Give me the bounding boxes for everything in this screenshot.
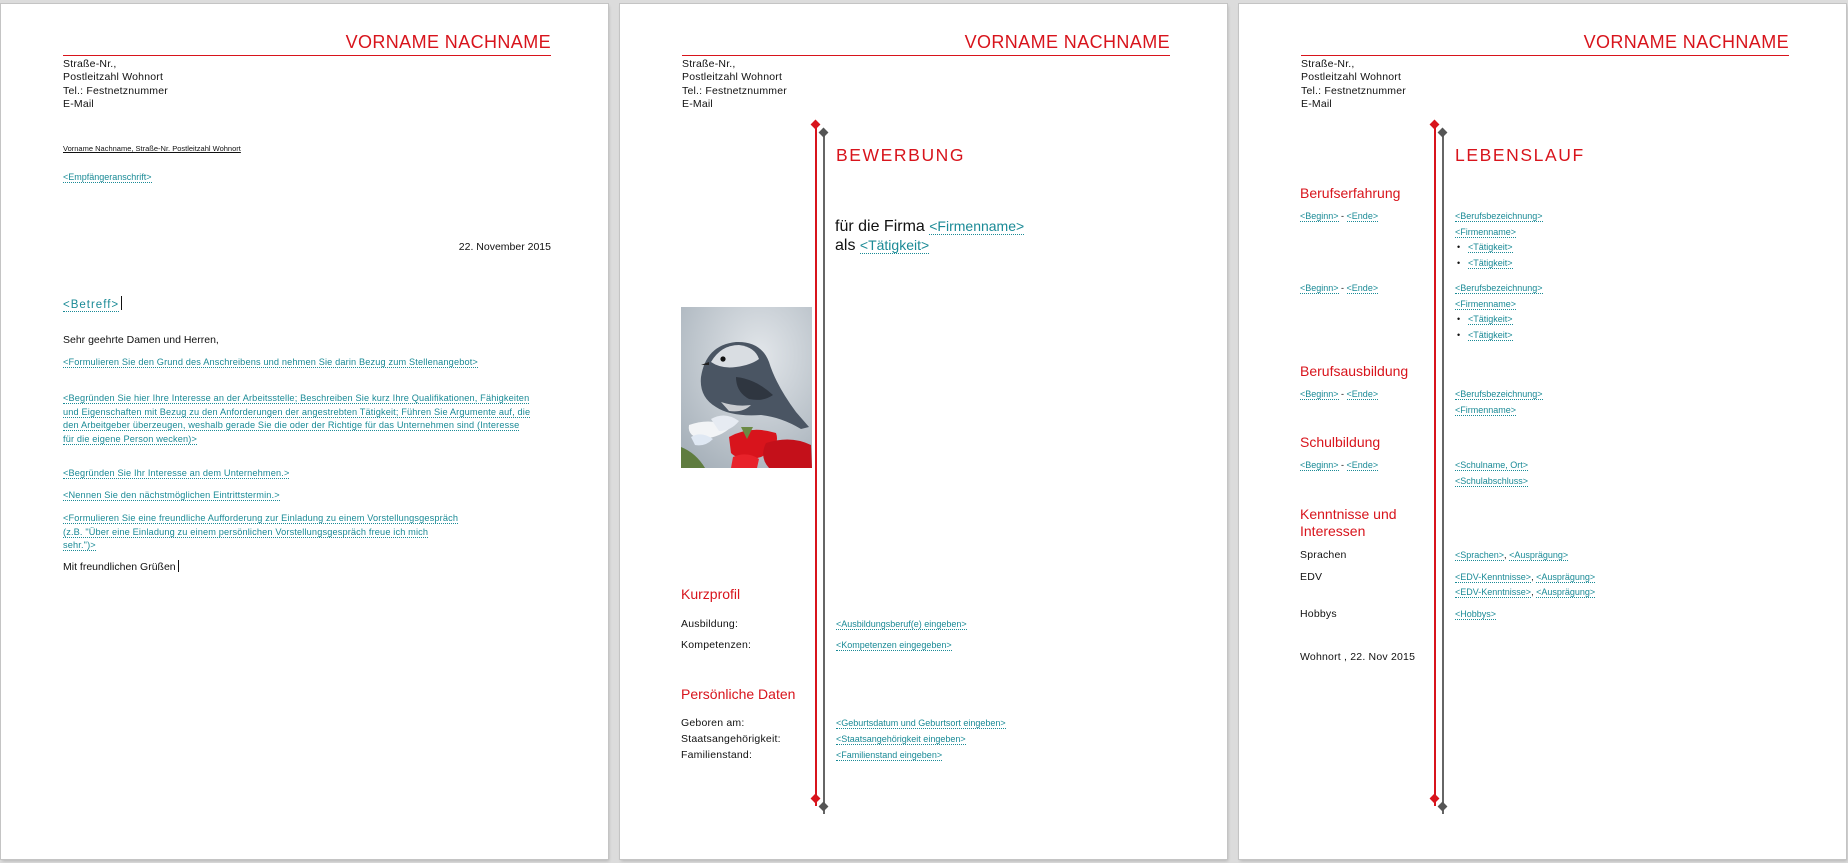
- profile-value-training[interactable]: <Ausbildungsberuf(e) eingeben>: [836, 619, 967, 629]
- address-street: Straße-Nr.,: [682, 58, 736, 70]
- level-placeholder[interactable]: <Ausprägung>: [1536, 572, 1596, 582]
- paragraph-invitation[interactable]: [63, 512, 463, 553]
- edv-value-2[interactable]: [1455, 587, 1595, 597]
- header-name: VORNAME NACHNAME: [964, 32, 1170, 52]
- task-placeholder[interactable]: <Tätigkeit>: [1468, 242, 1513, 252]
- training-end[interactable]: <Ende>: [1346, 389, 1379, 399]
- school-title[interactable]: Schulbildung: [1300, 434, 1381, 450]
- paragraph-reason[interactable]: [63, 356, 533, 370]
- languages-placeholder[interactable]: <Sprachen>: [1455, 550, 1505, 560]
- diamond-top-red: [811, 120, 821, 130]
- task-placeholder[interactable]: <Tätigkeit>: [1468, 258, 1513, 268]
- experience-1-job-title[interactable]: <Berufsbezeichnung>: [1455, 211, 1543, 221]
- school-degree[interactable]: <Schulabschluss>: [1455, 476, 1529, 486]
- training-title[interactable]: Berufsausbildung: [1300, 363, 1409, 379]
- address-phone: Tel.: Festnetznummer: [1301, 84, 1406, 97]
- address-city: Postleitzahl Wohnort: [682, 71, 783, 84]
- skills-title[interactable]: Kenntnisse und Interessen: [1300, 506, 1397, 539]
- hobbies-label: Hobbys: [1300, 608, 1337, 620]
- experience-1-period[interactable]: [1300, 211, 1378, 221]
- task-placeholder[interactable]: <Tätigkeit>: [1468, 314, 1513, 324]
- profile-label-training: Ausbildung:: [681, 618, 739, 630]
- training-company[interactable]: <Firmenname>: [1455, 405, 1517, 415]
- diamond-bottom-gray: [819, 802, 829, 812]
- experience-title[interactable]: Berufserfahrung: [1300, 185, 1401, 201]
- address-city: Postleitzahl Wohnort: [1301, 71, 1402, 84]
- experience-2-end[interactable]: <Ende>: [1346, 283, 1379, 293]
- experience-2-company[interactable]: <Firmenname>: [1455, 299, 1517, 309]
- company-prefix: für die Firma: [835, 218, 925, 235]
- personal-value-nationality[interactable]: <Staatsangehörigkeit eingeben>: [836, 734, 966, 744]
- vertical-rule-red: [1434, 126, 1436, 806]
- personal-value-marital[interactable]: <Familienstand eingeben>: [836, 750, 943, 760]
- address-city: Postleitzahl Wohnort: [63, 71, 164, 84]
- address-email: E-Mail: [682, 97, 713, 110]
- address-street: Straße-Nr.,: [63, 58, 117, 70]
- header-rule: [63, 55, 551, 56]
- company-placeholder[interactable]: <Firmenname>: [929, 218, 1025, 234]
- vertical-rule-gray: [1442, 134, 1444, 814]
- vertical-rule-gray: [823, 134, 825, 814]
- experience-2-begin[interactable]: <Beginn>: [1300, 283, 1339, 293]
- list-item[interactable]: [1455, 311, 1513, 327]
- paragraph-motivation-text[interactable]: <Begründen Sie hier Ihre Interesse an der Arbeitsstelle; Beschreiben Sie kurz Ihre Qualifikationen, Fähigkeiten und Eigenschaften mit Bezug zu den Anforderungen der angestrebten Tätigkeit; Führen Sie Argumente auf, die den Arbeitgeber überzeugen, weshalb gerade Sie die oder der Richtige für das Unternehmen sind (Interesse für die eigene Person wecken)>: [63, 393, 531, 444]
- diamond-bottom-red: [811, 794, 821, 804]
- school-end[interactable]: <Ende>: [1346, 460, 1379, 470]
- experience-1-company[interactable]: <Firmenname>: [1455, 227, 1517, 237]
- text-cursor: [121, 296, 122, 310]
- bird-photo-svg: [681, 307, 812, 468]
- header-name: VORNAME NACHNAME: [1583, 32, 1789, 52]
- company-line[interactable]: [835, 218, 1024, 236]
- edv-placeholder[interactable]: <EDV-Kenntnisse>: [1455, 587, 1532, 597]
- personal-value-birth[interactable]: <Geburtsdatum und Geburtsort eingeben>: [836, 718, 1006, 728]
- paragraph-company-interest[interactable]: [63, 467, 533, 481]
- training-period[interactable]: [1300, 389, 1378, 399]
- page-cover-letter: [1, 4, 608, 859]
- experience-1-tasks: [1455, 239, 1513, 271]
- dash: -: [1338, 283, 1347, 293]
- address-phone: Tel.: Festnetznummer: [682, 84, 787, 97]
- profile-value-skills[interactable]: <Kompetenzen eingegeben>: [836, 640, 952, 650]
- paragraph-reason-text[interactable]: <Formulieren Sie den Grund des Anschreibens und nehmen Sie darin Bezug zum Stellenangebot>: [63, 357, 478, 367]
- school-period[interactable]: [1300, 460, 1378, 470]
- list-item[interactable]: [1455, 239, 1513, 255]
- role-placeholder[interactable]: <Tätigkeit>: [859, 237, 930, 253]
- diamond-top-gray: [1438, 128, 1448, 138]
- header-rule: [682, 55, 1170, 56]
- personal-title[interactable]: Persönliche Daten: [681, 686, 796, 702]
- hobbies-value[interactable]: <Hobbys>: [1455, 609, 1497, 619]
- school-name[interactable]: <Schulname, Ort>: [1455, 460, 1529, 470]
- edv-label: EDV: [1300, 571, 1323, 583]
- languages-value[interactable]: [1455, 550, 1568, 560]
- place-date[interactable]: Wohnort , 22. Nov 2015: [1300, 651, 1416, 663]
- page-cover: [620, 4, 1227, 859]
- text-cursor: [178, 560, 179, 572]
- personal-label-marital: Familienstand:: [681, 749, 753, 761]
- personal-label-birth: Geboren am:: [681, 717, 745, 729]
- paragraph-company-interest-text[interactable]: <Begründen Sie Ihr Interesse an dem Unternehmen.>: [63, 468, 290, 478]
- profile-label-skills: Kompetenzen:: [681, 639, 752, 651]
- letter-date[interactable]: 22. November 2015: [458, 241, 551, 253]
- cover-title[interactable]: BEWERBUNG: [836, 145, 966, 165]
- address-block: [682, 58, 787, 111]
- experience-2-period[interactable]: [1300, 283, 1378, 293]
- edv-placeholder[interactable]: <EDV-Kenntnisse>: [1455, 572, 1532, 582]
- address-block: [63, 58, 168, 111]
- dash: -: [1338, 460, 1347, 470]
- role-line[interactable]: [835, 237, 929, 255]
- level-placeholder[interactable]: <Ausprägung>: [1509, 550, 1569, 560]
- list-item[interactable]: [1455, 255, 1513, 271]
- diamond-top-gray: [819, 128, 829, 138]
- header-name: VORNAME NACHNAME: [345, 32, 551, 52]
- languages-label: Sprachen: [1300, 549, 1347, 561]
- experience-2-job-title[interactable]: <Berufsbezeichnung>: [1455, 283, 1543, 293]
- edv-value-1[interactable]: [1455, 572, 1595, 582]
- dash: -: [1338, 211, 1347, 221]
- personal-label-nationality: Staatsangehörigkeit:: [681, 733, 781, 745]
- training-job-title[interactable]: <Berufsbezeichnung>: [1455, 389, 1543, 399]
- cv-title[interactable]: LEBENSLAUF: [1455, 145, 1585, 165]
- page-cv: [1239, 4, 1846, 859]
- school-begin[interactable]: <Beginn>: [1300, 460, 1339, 470]
- paragraph-start-date-text[interactable]: <Nennen Sie den nächstmöglichen Eintrittstermin.>: [63, 490, 280, 500]
- header-rule: [1301, 55, 1789, 56]
- diamond-bottom-gray: [1438, 802, 1448, 812]
- paragraph-motivation[interactable]: [63, 392, 533, 446]
- task-placeholder[interactable]: <Tätigkeit>: [1468, 330, 1513, 340]
- profile-title[interactable]: Kurzprofil: [681, 586, 741, 602]
- experience-1-begin[interactable]: <Beginn>: [1300, 211, 1339, 221]
- role-prefix: als: [835, 237, 856, 254]
- training-begin[interactable]: <Beginn>: [1300, 389, 1339, 399]
- list-item[interactable]: [1455, 327, 1513, 343]
- paragraph-start-date[interactable]: [63, 489, 533, 503]
- address-street: Straße-Nr.,: [1301, 58, 1355, 70]
- recipient-placeholder[interactable]: <Empfängeranschrift>: [63, 172, 152, 182]
- salutation[interactable]: Sehr geehrte Damen und Herren,: [63, 334, 219, 346]
- subject-placeholder[interactable]: <Betreff>: [63, 299, 120, 311]
- sender-line[interactable]: Vorname Nachname, Straße-Nr. Postleitzahl Wohnort: [63, 144, 241, 153]
- dash: -: [1338, 389, 1347, 399]
- experience-1-end[interactable]: <Ende>: [1346, 211, 1379, 221]
- closing[interactable]: [63, 560, 179, 573]
- vertical-rule-red: [815, 126, 817, 806]
- subject-line[interactable]: [63, 296, 122, 311]
- diamond-bottom-red: [1430, 794, 1440, 804]
- comma: ,: [1504, 550, 1510, 560]
- paragraph-invitation-text[interactable]: <Formulieren Sie eine freundliche Aufforderung zur Einladung zu einem Vorstellungsgespräch (z.B. "Über eine Einladung zu einem persönlichen Vorstellungsgespräch freue ich mich sehr.")>: [63, 513, 459, 550]
- comma: ,: [1531, 587, 1537, 597]
- address-email: E-Mail: [63, 97, 94, 110]
- applicant-photo[interactable]: [681, 307, 812, 468]
- diamond-top-red: [1430, 120, 1440, 130]
- level-placeholder[interactable]: <Ausprägung>: [1536, 587, 1596, 597]
- address-phone: Tel.: Festnetznummer: [63, 84, 168, 97]
- address-block: [1301, 58, 1406, 111]
- experience-2-tasks: [1455, 311, 1513, 343]
- address-email: E-Mail: [1301, 97, 1332, 110]
- comma: ,: [1531, 572, 1537, 582]
- closing-text[interactable]: Mit freundlichen Grüßen: [63, 561, 176, 573]
